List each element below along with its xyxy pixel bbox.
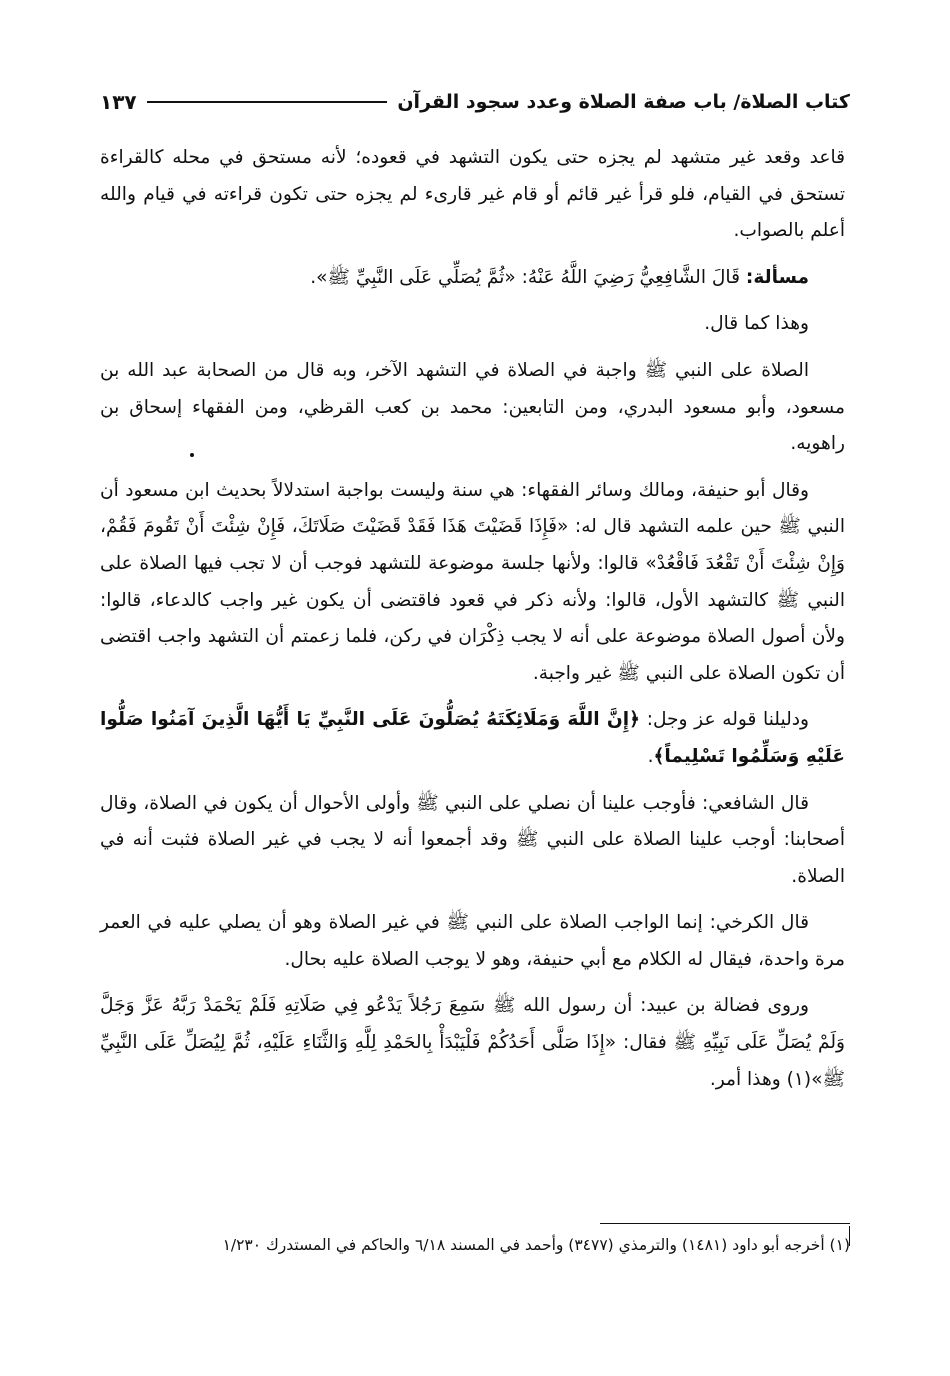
footnote-rule (600, 1223, 850, 1224)
paragraph-1: قاعد وقعد غير متشهد لم يجزه حتى يكون التشهد في قعوده؛ لأنه مستحق في محله كالقراءة تستحق في القيام، فلو قرأ غير قائم أو قام غير قارىء لم يجزه حتى تكون قراءته في قيام والله أعلم بالصواب. (100, 147, 845, 242)
masala-text: قَالَ الشَّافِعِيُّ رَضِيَ اللَّهُ عَنْهُ: «ثُمَّ يُصَلِّي عَلَى النَّبِيِّ ﷺ». (310, 266, 740, 288)
paragraph-7: وروى فضالة بن عبيد: أن رسول الله ﷺ سَمِعَ رَجُلاً يَدْعُو فِي صَلَاتِهِ فَلَمْ يَحْمَدْ رَبَّهُ عَزَّ وَجَلَّ وَلَمْ يُصَلِّ عَلَى نَبِيِّهِ ﷺ فقال: «إِذَا صَلَّى أَحَدُكُمْ فَلْيَبْدَأْ بِالحَمْدِ لِلَّهِ وَالثَّنَاءِ عَلَيْهِ، ثُمَّ لِيُصَلِّ عَلَى النَّبِيِّ ﷺ»(١) وهذا أمر. (100, 995, 845, 1090)
masala-paragraph (100, 260, 845, 297)
paragraph-6: قال الكرخي: إنما الواجب الصلاة على النبي ﷺ في غير الصلاة وهو أن يصلي عليه في العمر مرة واحدة، فيقال له الكلام مع أبي حنيفة، وهو لا يوجب الصلاة عليه بحال. (100, 912, 845, 970)
quran-verse: ﴿إِنَّ اللَّهَ وَمَلَائِكَتَهُ يُصَلُّونَ عَلَى النَّبِيِّ يَا أَيُّهَا الَّذِينَ آمَنُوا صَلُّوا عَلَيْهِ وَسَلِّمُوا تَسْلِيماً﴾ (100, 709, 845, 767)
paragraph-2: وهذا كما قال. (704, 313, 809, 335)
running-title: كتاب الصلاة/ باب صفة الصلاة وعدد سجود القرآن (397, 91, 850, 113)
paragraph-4: وقال أبو حنيفة، ومالك وسائر الفقهاء: هي سنة وليست بواجبة استدلالاً بحديث ابن مسعود أن النبي ﷺ حين علمه التشهد قال له: «فَإِذَا قَضَيْتَ هَذَا فَقَدْ قَضَيْتَ صَلَاتَكَ، فَإِنْ شِئْتَ أَنْ تَقُومَ فَقُمْ، وَإِنْ شِئْتَ أَنْ تَقْعُدَ فَاقْعُدْ» قالوا: ولأنها جلسة موضوعة للتشهد فوجب أن لا تجب فيها الصلاة على النبي ﷺ كالتشهد الأول، قالوا: ولأنه ذكر في قعود فاقتضى أن يكون غير واجب كالدعاء، قالوا: ولأن أصول الصلاة موضوعة على أنه لا يجب ذِكْرَان في ركن، فلما زعمتم أن التشهد واجب اقتضى أن تكون الصلاة على النبي ﷺ غير واجبة. (100, 479, 845, 684)
paragraph-3: الصلاة على النبي ﷺ واجبة في الصلاة في التشهد الآخر، وبه قال من الصحابة عبد الله بن مسعود، وأبو مسعود البدري، ومن التابعين: محمد بن كعب القرظي، ومن الفقهاء إسحاق بن راهويه. (100, 359, 845, 455)
evidence-intro: ودليلنا قوله عز وجل: (646, 709, 809, 731)
page-number: ١٣٧ (100, 90, 137, 114)
header-rule (147, 101, 388, 103)
body-text (100, 140, 845, 1108)
paragraph-5: قال الشافعي: فأوجب علينا أن نصلي على النبي ﷺ وأولى الأحوال أن يكون في الصلاة، وقال أصحابنا: أوجب علينا الصلاة على النبي ﷺ وقد أجمعوا أنه لا يجب في غير الصلاة فثبت أنه في الصلاة. (100, 792, 845, 887)
evidence-paragraph (100, 702, 845, 775)
footnote: (١) أخرجه أبو داود (١٤٨١) والترمذي (٣٤٧٧) وأحمد في المسند ٦/١٨ والحاكم في المستدرك ١/٢٣٠ (222, 1236, 850, 1254)
stray-dot (190, 453, 194, 457)
evidence-end: . (647, 745, 654, 767)
page-header (100, 82, 850, 122)
masala-label: مسألة: (745, 266, 809, 288)
